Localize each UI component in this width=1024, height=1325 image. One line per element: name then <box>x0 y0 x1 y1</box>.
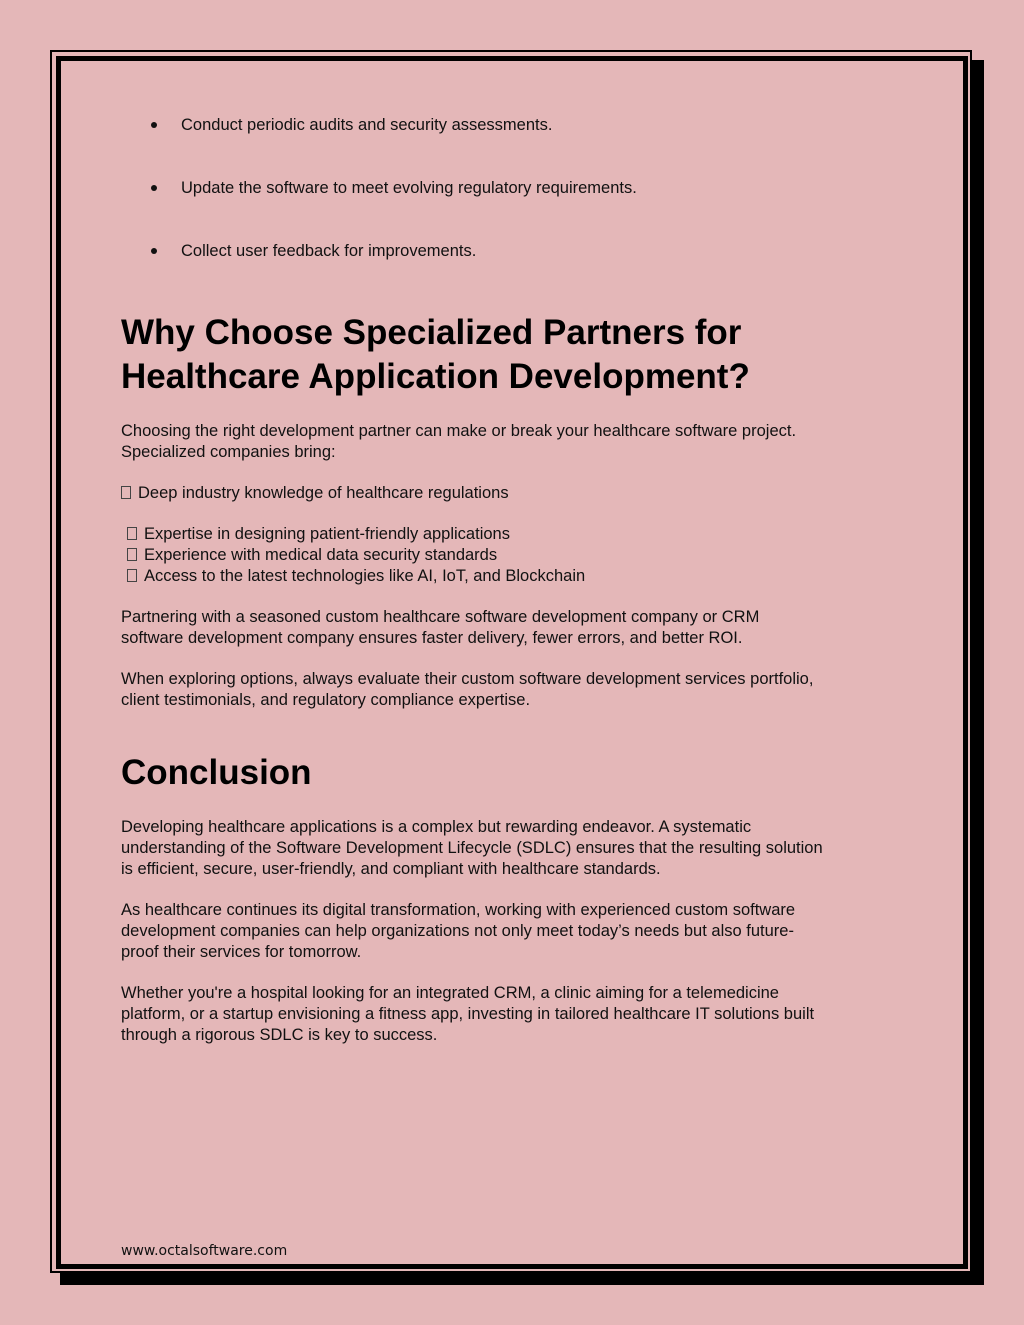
bullet-icon <box>151 122 157 128</box>
checkbox-glyph-icon <box>127 527 137 540</box>
page-content <box>121 115 911 1046</box>
conclusion-paragraph-1: Developing healthcare applications is a complex but rewarding endeavor. A systematic understanding of the Software Development Lifecycle (SDLC) ensures that the resulting solution is efficient, secure, user-friendly, and compliant with healthcare standards. <box>121 818 823 878</box>
feature-item: Expertise in designing patient-friendly applications <box>121 524 911 545</box>
list-item: Conduct periodic audits and security assessments. <box>121 115 911 135</box>
why-intro-paragraph: Choosing the right development partner can make or break your healthcare software project. Specialized companies bring: <box>121 422 797 461</box>
why-choose-heading: Why Choose Specialized Partners for Healthcare Application Development? <box>121 313 750 396</box>
checkbox-glyph-icon <box>121 486 131 499</box>
list-item: Update the software to meet evolving regulatory requirements. <box>121 178 911 198</box>
checkbox-glyph-icon <box>127 569 137 582</box>
maintenance-bullet-list <box>121 115 911 261</box>
list-item: Collect user feedback for improvements. <box>121 241 911 261</box>
checkbox-glyph-icon <box>127 548 137 561</box>
bullet-icon <box>151 185 157 191</box>
feature-item: Experience with medical data security standards <box>121 545 911 566</box>
bullet-icon <box>151 248 157 254</box>
footer-website-url: www.octalsoftware.com <box>121 1243 288 1259</box>
feature-list <box>121 524 911 587</box>
feature-item: Deep industry knowledge of healthcare regulations <box>121 483 911 504</box>
exploring-paragraph: When exploring options, always evaluate their custom software development services portfolio, client testimonials, and regulatory compliance expertise. <box>121 670 814 709</box>
feature-item: Access to the latest technologies like AI, IoT, and Blockchain <box>121 566 911 587</box>
partnering-paragraph: Partnering with a seasoned custom healthcare software development company or CRM software development company ensures faster delivery, fewer errors, and better ROI. <box>121 608 760 647</box>
conclusion-heading: Conclusion <box>121 753 312 792</box>
conclusion-paragraph-2: As healthcare continues its digital transformation, working with experienced custom software development companies can help organizations not only meet today’s needs but also future- proof their services for tomorrow. <box>121 901 796 961</box>
conclusion-paragraph-3: Whether you're a hospital looking for an integrated CRM, a clinic aiming for a telemedicine platform, or a startup envisioning a fitness app, investing in tailored healthcare IT solutions built through a rigorous SDLC is key to success. <box>121 984 815 1044</box>
